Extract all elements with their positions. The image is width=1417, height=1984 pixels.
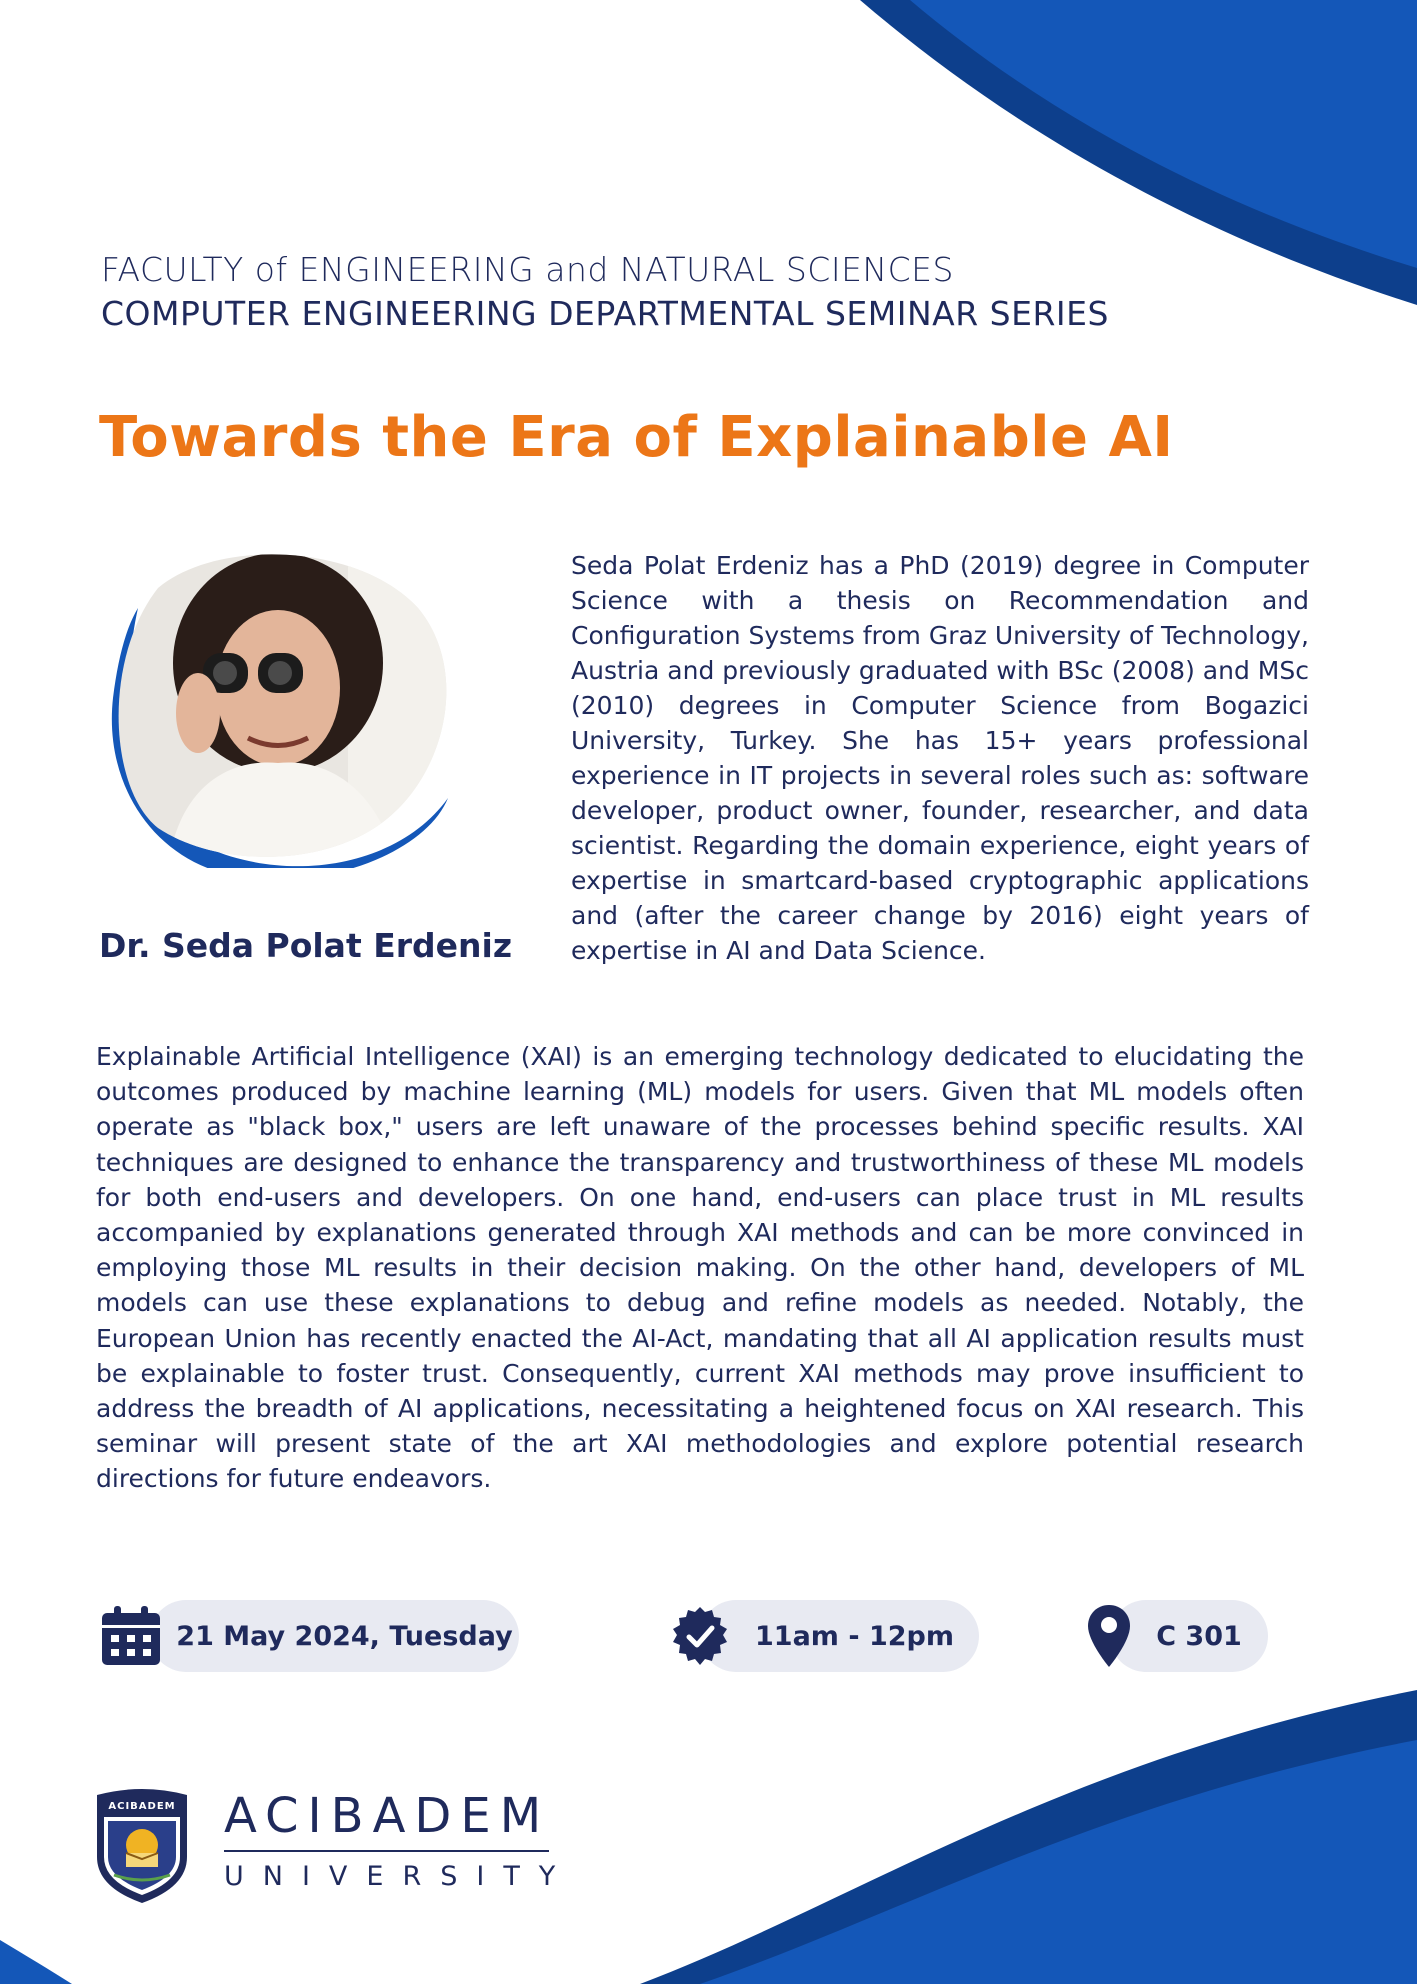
room-text: C 301 xyxy=(1156,1620,1242,1652)
time-pill xyxy=(700,1600,979,1672)
crest-text: ACIBADEM xyxy=(108,1801,176,1812)
seminar-abstract: Explainable Artificial Intelligence (XAI) is an emerging technology dedicated to elucidating the outcomes produced by machine learning (ML) models for users. Given that ML models often operate as "black box," users are left unaware of the processes behind specific results. XAI techniques are designed to enhance the transparency and trustworthiness of these ML models for both end-users and developers. On one hand, end-users can place trust in ML results accompanied by explanations generated through XAI methods and can be more convinced in employing those ML results in their decision making. On the other hand, developers of ML models can use these explanations to debug and refine models as needed. Notably, the European Union has recently enacted the AI-Act, mandating that all AI application results must be explainable to foster trust. Consequently, current XAI methods may prove insufficient to address the breadth of AI applications, necessitating a heightened focus on XAI research. This seminar will present state of the art XAI methodologies and explore potential research directions for future endeavors. xyxy=(96,1042,1304,1494)
date-pill xyxy=(150,1600,519,1672)
faculty-heading: FACULTY of ENGINEERING and NATURAL SCIENCES xyxy=(101,250,954,289)
university-logo xyxy=(224,1788,574,1894)
logo-divider xyxy=(224,1850,549,1852)
university-name: ACIBADEM xyxy=(224,1788,551,1844)
speaker-bio: Seda Polat Erdeniz has a PhD (2019) degree in Computer Science with a thesis on Recommendation and Configuration Systems from Graz University of Technology, Austria and previously graduated with BSc (2008) and MSc (2010) degrees in Computer Science from Bogazici University, Turkey. She has 15+ years professional experience in IT projects in several roles such as: software developer, product owner, founder, researcher, and data scientist. Regarding the domain experience, eight years of expertise in smartcard-based cryptographic applications and (after the career change by 2016) eight years of expertise in AI and Data Science. xyxy=(571,551,1309,965)
university-subtitle: UNIVERSITY xyxy=(224,1861,575,1892)
calendar-icon xyxy=(100,1605,162,1671)
date-text: 21 May 2024, Tuesday xyxy=(176,1620,513,1652)
university-crest xyxy=(92,1787,192,1905)
header xyxy=(101,248,1109,336)
seminar-series-heading: COMPUTER ENGINEERING DEPARTMENTAL SEMINAR SERIES xyxy=(101,294,1109,333)
speaker-name: Dr. Seda Polat Erdeniz xyxy=(99,926,513,965)
time-text: 11am - 12pm xyxy=(755,1620,954,1652)
clock-icon xyxy=(669,1605,731,1671)
seminar-title: Towards the Era of Explainable AI xyxy=(99,405,1174,470)
room-pill xyxy=(1110,1600,1268,1672)
location-pin-icon xyxy=(1086,1603,1132,1673)
speaker-photo xyxy=(98,548,458,868)
